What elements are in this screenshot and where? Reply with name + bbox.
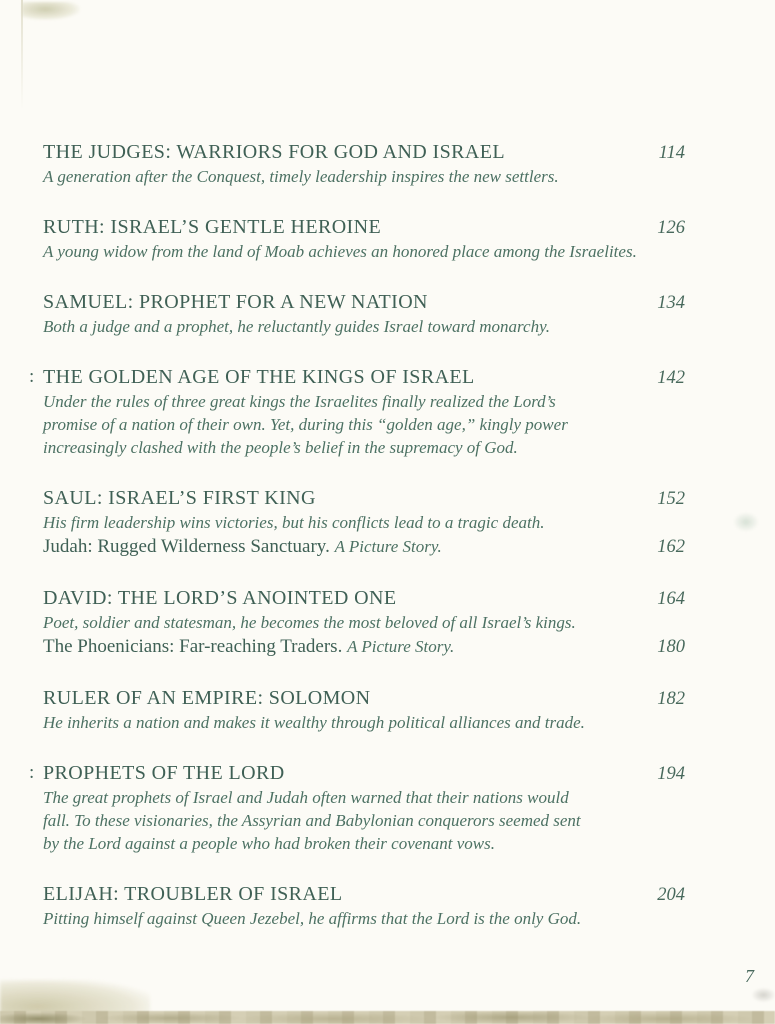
toc-entry-subtitle	[43, 315, 685, 338]
toc-entry-subtitle	[43, 165, 685, 188]
toc-entry-title: RULER OF AN EMPIRE: SOLOMON	[43, 687, 371, 709]
picture-story-label: A Picture Story.	[347, 637, 455, 656]
toc-entry-page-number: 152	[657, 489, 685, 509]
toc-entry-page-number: 204	[657, 885, 685, 905]
page-number-folio: 7	[745, 966, 754, 986]
toc-entry-heading-row	[43, 215, 685, 240]
toc-entry-title: PROPHETS OF THE LORD	[43, 762, 285, 784]
subtitle-line: He inherits a nation and makes it wealthy through political alliances and trade.	[43, 713, 585, 732]
toc-entry-heading-row	[29, 365, 685, 390]
table-of-contents	[29, 140, 685, 957]
toc-entry-heading-row	[43, 882, 685, 907]
toc-entry	[43, 882, 685, 930]
toc-entry-title: SAMUEL: PROPHET FOR A NEW NATION	[43, 291, 428, 313]
toc-entry	[29, 761, 685, 855]
picture-story-title: Judah: Rugged Wilderness Sanctuary.	[43, 536, 335, 557]
toc-entry-title: ELIJAH: TROUBLER OF ISRAEL	[43, 883, 343, 905]
toc-entry	[43, 586, 685, 659]
toc-entry-page-number: 142	[657, 368, 685, 388]
toc-entry	[43, 486, 685, 559]
scan-edge-line	[21, 0, 23, 110]
toc-entry-page-number: 164	[657, 589, 685, 609]
picture-story-label: A Picture Story.	[334, 537, 442, 556]
toc-entry-title: THE GOLDEN AGE OF THE KINGS OF ISRAEL	[43, 366, 475, 388]
toc-entry-subtitle	[43, 511, 685, 534]
subtitle-line: Pitting himself against Queen Jezebel, he affirms that the Lord is the only God.	[43, 909, 582, 928]
toc-entry-heading-row	[43, 586, 685, 611]
toc-entry-title: RUTH: ISRAEL’S GENTLE HEROINE	[43, 216, 382, 238]
toc-entry-heading-row	[43, 486, 685, 511]
picture-story-row	[43, 635, 685, 659]
scan-smudge-right	[733, 512, 759, 532]
subtitle-line: A generation after the Conquest, timely leadership inspires the new settlers.	[43, 167, 559, 186]
scan-mark-bottom-right	[752, 988, 775, 1002]
subtitle-line: by the Lord against a people who had broken their covenant vows.	[43, 834, 496, 853]
toc-entry	[29, 365, 685, 459]
toc-entry	[43, 215, 685, 263]
subtitle-line: Both a judge and a prophet, he reluctantly guides Israel toward monarchy.	[43, 317, 550, 336]
subtitle-line: promise of a nation of their own. Yet, during this “golden age,” kingly power	[43, 415, 568, 434]
toc-entry-page-number: 126	[657, 218, 685, 238]
picture-story-text	[43, 535, 442, 559]
subtitle-line: The great prophets of Israel and Judah often warned that their nations would	[43, 788, 569, 807]
subtitle-line: His firm leadership wins victories, but his conflicts lead to a tragic death.	[43, 513, 545, 532]
toc-entry-title: SAUL: ISRAEL’S FIRST KING	[43, 487, 316, 509]
toc-entry-page-number: 134	[657, 293, 685, 313]
toc-entry-subtitle	[43, 786, 685, 855]
scan-edge-bottom-strip	[0, 1011, 775, 1024]
picture-story-title: The Phoenicians: Far-reaching Traders.	[43, 636, 348, 657]
toc-entry-subtitle	[43, 240, 685, 263]
toc-entry-title: DAVID: THE LORD’S ANOINTED ONE	[43, 587, 397, 609]
picture-story-text	[43, 635, 454, 659]
picture-story-page-number: 162	[657, 537, 685, 557]
toc-entry-subtitle	[43, 611, 685, 634]
section-marker: :	[29, 366, 35, 387]
section-marker: :	[29, 762, 35, 783]
scan-blob-bottom-left	[0, 980, 150, 1024]
toc-entry-subtitle	[43, 390, 685, 459]
subtitle-line: fall. To these visionaries, the Assyrian and Babylonian conquerors seemed sent	[43, 811, 581, 830]
toc-entry-subtitle	[43, 711, 685, 734]
subtitle-line: A young widow from the land of Moab achieves an honored place among the Israelites.	[43, 242, 637, 261]
toc-entry-heading-row	[43, 290, 685, 315]
toc-entry	[43, 140, 685, 188]
subtitle-line: increasingly clashed with the people’s belief in the supremacy of God.	[43, 438, 518, 457]
toc-entry-subtitle	[43, 907, 685, 930]
subtitle-line: Poet, soldier and statesman, he becomes the most beloved of all Israel’s kings.	[43, 613, 576, 632]
toc-entry-page-number: 182	[657, 689, 685, 709]
subtitle-line: Under the rules of three great kings the Israelites finally realized the Lord’s	[43, 392, 556, 411]
toc-entry-page-number: 114	[658, 143, 685, 163]
toc-entry-page-number: 194	[657, 764, 685, 784]
picture-story-row	[43, 535, 685, 559]
toc-entry	[43, 290, 685, 338]
toc-entry-title: THE JUDGES: WARRIORS FOR GOD AND ISRAEL	[43, 141, 505, 163]
toc-entry-heading-row	[43, 686, 685, 711]
scan-smudge-top-left	[22, 2, 80, 20]
picture-story-page-number: 180	[657, 637, 685, 657]
toc-entry-heading-row	[29, 761, 685, 786]
toc-entry	[43, 686, 685, 734]
toc-entry-heading-row	[43, 140, 685, 165]
